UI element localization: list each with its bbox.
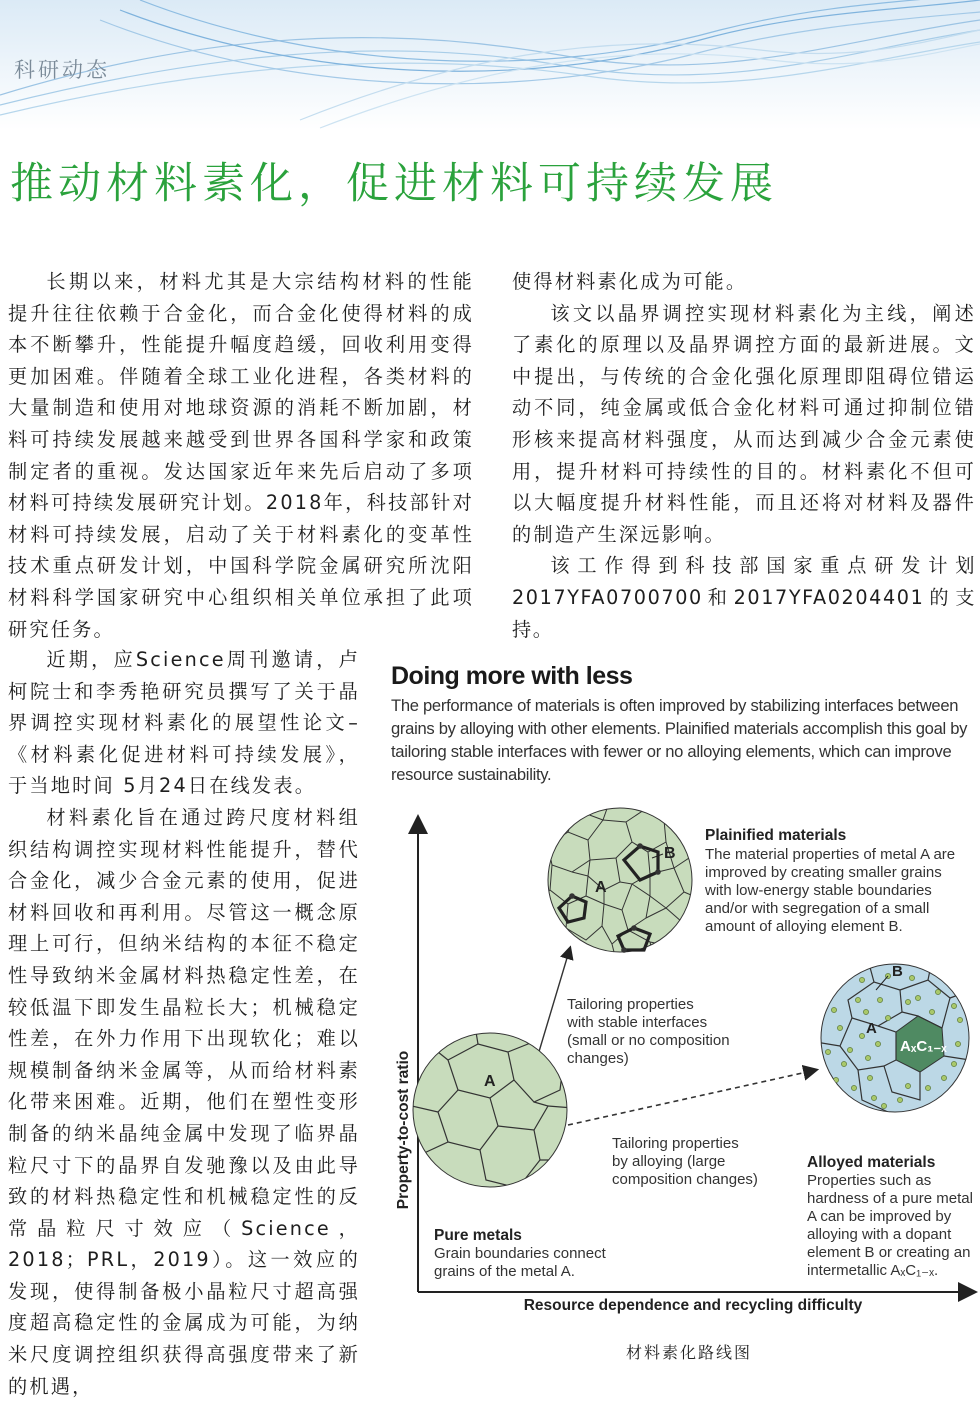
tailoring-stable-line: changes) (567, 1050, 629, 1067)
alloyed-description (807, 1172, 973, 1279)
alloyed-line: element B or creating an (807, 1244, 971, 1261)
article-title: 推动材料素化，促进材料可持续发展 (10, 159, 778, 209)
figure-title: Doing more with less (391, 662, 633, 690)
paragraph: 该工作得到科技部国家重点研发计划2017YFA0700700和2017YFA0204401的支持。 (512, 554, 976, 641)
pure-line: grains of the metal A. (434, 1263, 575, 1280)
tailoring-alloy-line: by alloying (large (612, 1153, 726, 1170)
alloyed-label-b: B (892, 963, 903, 980)
tailoring-stable-line: (small or no composition (567, 1032, 730, 1049)
plainified-grains-circle (536, 798, 698, 960)
paragraph: 材料素化旨在通过跨尺度材料组织结构调控实现材料性能提升，替代合金化，减少合金元素的使用，促进材料回收和再利用。尽管这一概念原理上可行，但纳米结构的本征不稳定性导致纳米金属材料热稳定性差，在较低温下即发生晶粒长大；机械稳定性差，在外力作用下出现软化；难以规模制备纳米金属等，从而给材料素化带来困难。近期，他们在塑性变形制备的纳米晶纯金属中发现了临界晶粒尺寸下的晶界自发驰豫以及由此导致的材料热稳定性和机械稳定性的反常晶粒尺寸效应（Science，2018；PRL，2019）。这一效应的发现，使得制备极小晶粒尺寸超高强度超高稳定性的金属成为可能，为纳米尺度调控组织获得高强度带来了新的机遇， (8, 805, 360, 1398)
paragraph: 长期以来，材料尤其是大宗结构材料的性能提升往往依赖于合金化，而合金化使得材料的成本不断攀升，性能提升幅度趋缓，回收利用变得更加困难。伴随着全球工业化进程，各类材料的大量制造和使用对地球资源的消耗不断加剧，材料可持续发展越来越受到世界各国科学家和政策制定者的重视。发达国家近年来先后启动了多项材料可持续发展研究计划。2018年，科技部针对材料可持续发展，启动了关于材料素化的变革性技术重点研发计划，中国科学院金属研究所沈阳材料科学国家研究中心组织相关单位承担了此项研究任务。 (8, 270, 474, 641)
alloyed-label-a: A (866, 1020, 877, 1037)
tailoring-alloy-line: composition changes) (612, 1171, 758, 1188)
right-column (512, 266, 976, 645)
alloyed-materials-circle (816, 960, 972, 1112)
alloyed-line: Properties such as (807, 1172, 932, 1189)
pure-label-a: A (484, 1073, 496, 1090)
figure-diagram (388, 660, 978, 1314)
section-label: 科研动态 (14, 58, 110, 82)
left-column-top (8, 266, 474, 645)
arrow-to-alloyed (568, 1070, 816, 1125)
plainified-line: improved by creating smaller grains (705, 864, 942, 881)
plainified-label-a: A (595, 879, 607, 896)
tailoring-alloy-text (612, 1135, 758, 1188)
y-axis-label: Property-to-cost ratio (395, 1050, 412, 1210)
plainified-line: and/or with segregation of a small (705, 900, 930, 917)
roadmap-figure (388, 660, 978, 1314)
figure-intro: The performance of materials is often improved by stabilizing interfaces between grains by alloying with other elements. Plainified materials accomplish this goal by tailoring stable interfaces with fewer or no alloying elements, which can improve resource sustainability. (391, 696, 968, 784)
plainified-line: amount of alloying element B. (705, 918, 903, 935)
header-wave-decoration (0, 0, 980, 130)
paragraph: 该文以晶界调控实现材料素化为主线，阐述了素化的原理以及晶界调控方面的最新进展。文中提出，与传统的合金化强化原理即阻碍位错运动不同，纯金属或低合金化材料可通过抑制位错形核来提高材料强度，从而达到减少合金元素使用，提升材料可持续性的目的。材料素化不但可以大幅度提升材料性能，而且还将对材料及器件的制造产生深远影响。 (512, 301, 976, 546)
plainified-label-b: B (664, 845, 676, 862)
tailoring-stable-line: Tailoring properties (567, 996, 694, 1013)
x-axis-label: Resource dependence and recycling difficulty (523, 1297, 863, 1314)
arrow-to-plainified (538, 948, 570, 1055)
alloyed-line: intermetallic AₓC₁₋ₓ. (807, 1262, 939, 1279)
paragraph: 近期，应Science周刊邀请，卢柯院士和李秀艳研究员撰写了关于晶界调控实现材料素化的展望性论文–《材料素化促进材料可持续发展》，于当地时间 5月24日在线发表。 (8, 648, 360, 798)
plainified-line: with low-energy stable boundaries (705, 882, 932, 899)
pure-line: Grain boundaries connect (434, 1245, 606, 1262)
alloyed-line: A can be improved by (807, 1208, 952, 1225)
left-column-narrow (8, 644, 360, 1402)
pure-heading: Pure metals (434, 1227, 522, 1244)
plainified-heading: Plainified materials (705, 827, 847, 844)
plainified-description (704, 846, 955, 935)
tailoring-stable-line: with stable interfaces (567, 1014, 708, 1031)
tailoring-stable-text (566, 996, 730, 1067)
alloyed-line: alloying with a dopant (807, 1226, 952, 1243)
pure-description (434, 1245, 607, 1280)
alloyed-label-c: AₓC₁₋ₓ (900, 1038, 947, 1055)
figure-caption: 材料素化路线图 (626, 1343, 753, 1362)
alloyed-heading: Alloyed materials (807, 1154, 936, 1171)
plainified-line: The material properties of metal A are (705, 846, 956, 863)
pure-metals-circle (412, 1020, 574, 1188)
paragraph: 使得材料素化成为可能。 (512, 270, 748, 293)
tailoring-alloy-line: Tailoring properties (612, 1135, 739, 1152)
alloyed-line: hardness of a pure metal (807, 1190, 973, 1207)
